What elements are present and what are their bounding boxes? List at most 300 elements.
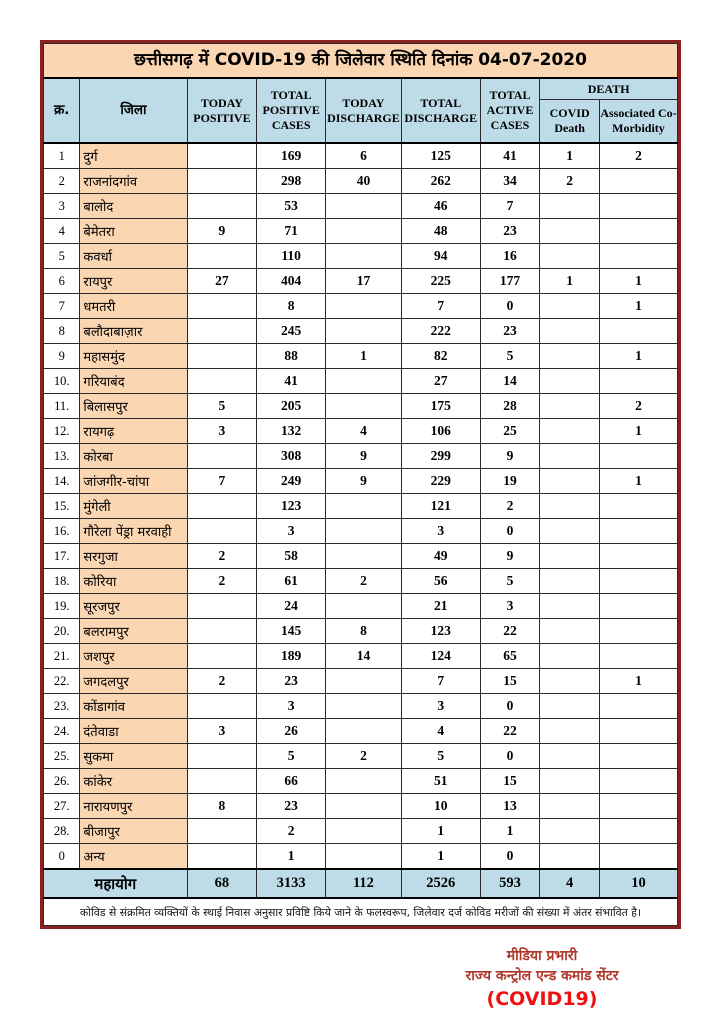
value-cell: 7 — [480, 194, 540, 219]
value-cell — [599, 544, 677, 569]
value-cell — [187, 644, 257, 669]
col-header-today-discharge: TODAY DISCHARGE — [326, 78, 402, 143]
district-cell: धमतरी — [80, 294, 187, 319]
value-cell — [599, 794, 677, 819]
value-cell: 16 — [480, 244, 540, 269]
district-cell: मुंगेली — [80, 494, 187, 519]
serial-cell: 1 — [44, 143, 80, 169]
signature-block — [392, 946, 692, 1011]
value-cell: 5 — [401, 744, 480, 769]
value-cell — [540, 469, 600, 494]
value-cell: 1 — [401, 819, 480, 844]
district-cell: जगदलपुर — [80, 669, 187, 694]
value-cell — [599, 369, 677, 394]
value-cell: 88 — [257, 344, 326, 369]
table-row — [44, 644, 678, 669]
value-cell: 8 — [187, 794, 257, 819]
district-cell: रायगढ़ — [80, 419, 187, 444]
value-cell — [540, 544, 600, 569]
table-row — [44, 719, 678, 744]
table-row — [44, 744, 678, 769]
value-cell: 2 — [599, 394, 677, 419]
value-cell: 3 — [187, 719, 257, 744]
table-row — [44, 294, 678, 319]
value-cell: 298 — [257, 169, 326, 194]
serial-cell: 16. — [44, 519, 80, 544]
serial-cell: 18. — [44, 569, 80, 594]
district-cell: बलौदाबाज़ार — [80, 319, 187, 344]
value-cell: 49 — [401, 544, 480, 569]
value-cell: 9 — [480, 444, 540, 469]
col-header-total-discharge: TOTAL DISCHARGE — [401, 78, 480, 143]
value-cell: 46 — [401, 194, 480, 219]
table-row — [44, 619, 678, 644]
value-cell: 9 — [480, 544, 540, 569]
value-cell: 23 — [257, 669, 326, 694]
value-cell — [599, 194, 677, 219]
value-cell: 2 — [599, 143, 677, 169]
value-cell — [540, 319, 600, 344]
value-cell: 26 — [257, 719, 326, 744]
value-cell: 34 — [480, 169, 540, 194]
value-cell: 23 — [480, 219, 540, 244]
value-cell — [599, 644, 677, 669]
value-cell: 189 — [257, 644, 326, 669]
district-cell: नारायणपुर — [80, 794, 187, 819]
value-cell: 19 — [480, 469, 540, 494]
value-cell: 1 — [599, 419, 677, 444]
table-body — [44, 143, 678, 869]
value-cell: 205 — [257, 394, 326, 419]
value-cell — [326, 394, 402, 419]
value-cell: 7 — [187, 469, 257, 494]
value-cell — [187, 619, 257, 644]
value-cell: 3 — [480, 594, 540, 619]
total-covid-death: 4 — [540, 869, 600, 898]
value-cell: 56 — [401, 569, 480, 594]
value-cell — [540, 569, 600, 594]
district-cell: महासमुंद — [80, 344, 187, 369]
table-row — [44, 319, 678, 344]
footnote-row — [44, 898, 678, 926]
value-cell: 2 — [257, 819, 326, 844]
value-cell: 41 — [257, 369, 326, 394]
value-cell: 145 — [257, 619, 326, 644]
value-cell: 132 — [257, 419, 326, 444]
value-cell: 51 — [401, 769, 480, 794]
value-cell: 1 — [599, 294, 677, 319]
value-cell: 0 — [480, 744, 540, 769]
value-cell — [326, 319, 402, 344]
value-cell — [540, 644, 600, 669]
table-row — [44, 344, 678, 369]
value-cell — [326, 244, 402, 269]
serial-cell: 0 — [44, 844, 80, 870]
value-cell: 0 — [480, 294, 540, 319]
value-cell — [187, 369, 257, 394]
table-row — [44, 569, 678, 594]
table-row — [44, 269, 678, 294]
table-row — [44, 169, 678, 194]
district-cell: बिलासपुर — [80, 394, 187, 419]
value-cell: 21 — [401, 594, 480, 619]
value-cell: 22 — [480, 619, 540, 644]
value-cell — [326, 194, 402, 219]
value-cell — [326, 719, 402, 744]
district-cell: अन्य — [80, 844, 187, 870]
serial-cell: 6 — [44, 269, 80, 294]
value-cell — [540, 744, 600, 769]
value-cell: 2 — [187, 669, 257, 694]
value-cell: 1 — [401, 844, 480, 870]
value-cell: 10 — [401, 794, 480, 819]
signature-line-2: राज्य कन्ट्रोल एन्ड कमांड सेंटर — [465, 968, 619, 985]
serial-cell: 20. — [44, 619, 80, 644]
value-cell: 262 — [401, 169, 480, 194]
value-cell: 3 — [401, 694, 480, 719]
value-cell: 41 — [480, 143, 540, 169]
value-cell: 1 — [599, 344, 677, 369]
value-cell — [187, 294, 257, 319]
total-today-positive: 68 — [187, 869, 257, 898]
value-cell: 25 — [480, 419, 540, 444]
district-cell: बेमेतरा — [80, 219, 187, 244]
value-cell — [540, 344, 600, 369]
value-cell — [326, 544, 402, 569]
value-cell: 13 — [480, 794, 540, 819]
value-cell: 82 — [401, 344, 480, 369]
serial-cell: 13. — [44, 444, 80, 469]
value-cell — [540, 244, 600, 269]
district-cell: बीजापुर — [80, 819, 187, 844]
value-cell — [599, 494, 677, 519]
value-cell: 1 — [599, 269, 677, 294]
value-cell — [326, 794, 402, 819]
total-co-morbidity: 10 — [599, 869, 677, 898]
col-header-covid-death: COVID Death — [540, 100, 600, 144]
value-cell: 245 — [257, 319, 326, 344]
district-cell: जांजगीर-चांपा — [80, 469, 187, 494]
col-header-co-morbidity: Associated Co-Morbidity — [599, 100, 677, 144]
value-cell: 6 — [326, 143, 402, 169]
value-cell: 2 — [187, 544, 257, 569]
value-cell: 1 — [540, 269, 600, 294]
value-cell: 9 — [326, 444, 402, 469]
value-cell: 106 — [401, 419, 480, 444]
value-cell — [540, 819, 600, 844]
value-cell: 3 — [257, 519, 326, 544]
value-cell: 66 — [257, 769, 326, 794]
value-cell — [599, 444, 677, 469]
district-cell: सुकमा — [80, 744, 187, 769]
value-cell: 175 — [401, 394, 480, 419]
district-cell: बलरामपुर — [80, 619, 187, 644]
table-row — [44, 769, 678, 794]
value-cell: 404 — [257, 269, 326, 294]
table-row — [44, 444, 678, 469]
value-cell — [540, 419, 600, 444]
value-cell — [599, 219, 677, 244]
value-cell — [187, 519, 257, 544]
value-cell — [187, 694, 257, 719]
value-cell: 5 — [257, 744, 326, 769]
value-cell — [326, 494, 402, 519]
serial-cell: 4 — [44, 219, 80, 244]
value-cell — [540, 844, 600, 870]
value-cell: 308 — [257, 444, 326, 469]
value-cell: 1 — [257, 844, 326, 870]
value-cell — [187, 769, 257, 794]
table-row — [44, 394, 678, 419]
value-cell: 9 — [326, 469, 402, 494]
value-cell: 1 — [326, 344, 402, 369]
value-cell: 15 — [480, 769, 540, 794]
total-active-cases: 593 — [480, 869, 540, 898]
value-cell — [599, 769, 677, 794]
value-cell — [599, 619, 677, 644]
value-cell — [187, 819, 257, 844]
serial-cell: 26. — [44, 769, 80, 794]
value-cell — [599, 694, 677, 719]
value-cell: 40 — [326, 169, 402, 194]
table-row — [44, 194, 678, 219]
value-cell: 2 — [540, 169, 600, 194]
value-cell — [187, 594, 257, 619]
total-row — [44, 869, 678, 898]
table-row — [44, 844, 678, 870]
serial-cell: 14. — [44, 469, 80, 494]
value-cell: 28 — [480, 394, 540, 419]
value-cell: 169 — [257, 143, 326, 169]
value-cell — [599, 719, 677, 744]
serial-cell: 10. — [44, 369, 80, 394]
table-row — [44, 794, 678, 819]
table-row — [44, 219, 678, 244]
value-cell — [326, 669, 402, 694]
value-cell — [540, 619, 600, 644]
table-row — [44, 544, 678, 569]
district-cell: कोरिया — [80, 569, 187, 594]
col-header-total-active: TOTAL ACTIVE CASES — [480, 78, 540, 143]
value-cell: 1 — [480, 819, 540, 844]
district-cell: राजनांदगांव — [80, 169, 187, 194]
value-cell: 299 — [401, 444, 480, 469]
value-cell: 2 — [326, 569, 402, 594]
value-cell: 3 — [257, 694, 326, 719]
serial-cell: 27. — [44, 794, 80, 819]
value-cell — [599, 169, 677, 194]
value-cell — [540, 194, 600, 219]
value-cell: 17 — [326, 269, 402, 294]
value-cell: 124 — [401, 644, 480, 669]
table-row — [44, 519, 678, 544]
value-cell: 71 — [257, 219, 326, 244]
col-header-total-positive: TOTAL POSITIVE CASES — [257, 78, 326, 143]
value-cell: 8 — [326, 619, 402, 644]
value-cell: 0 — [480, 844, 540, 870]
covid-status-table — [40, 40, 681, 929]
table-title: छत्तीसगढ़ में COVID-19 की जिलेवार स्थिति दिनांक 04-07-2020 — [44, 44, 678, 79]
col-header-serial: क्र. — [44, 78, 80, 143]
serial-cell: 19. — [44, 594, 80, 619]
table-row — [44, 594, 678, 619]
total-positive-cases: 3133 — [257, 869, 326, 898]
value-cell — [540, 719, 600, 744]
value-cell: 14 — [480, 369, 540, 394]
value-cell — [599, 594, 677, 619]
district-cell: कोरबा — [80, 444, 187, 469]
value-cell — [187, 444, 257, 469]
value-cell: 3 — [401, 519, 480, 544]
table-row — [44, 694, 678, 719]
value-cell — [187, 169, 257, 194]
value-cell — [540, 669, 600, 694]
value-cell: 123 — [401, 619, 480, 644]
value-cell: 5 — [187, 394, 257, 419]
serial-cell: 17. — [44, 544, 80, 569]
district-cell: दंतेवाडा — [80, 719, 187, 744]
value-cell: 7 — [401, 669, 480, 694]
value-cell: 22 — [480, 719, 540, 744]
district-cell: बालोद — [80, 194, 187, 219]
value-cell — [187, 319, 257, 344]
value-cell — [187, 194, 257, 219]
total-label: महायोग — [44, 869, 188, 898]
serial-cell: 9 — [44, 344, 80, 369]
table-row — [44, 419, 678, 444]
value-cell — [599, 244, 677, 269]
value-cell: 249 — [257, 469, 326, 494]
district-cell: दुर्ग — [80, 143, 187, 169]
value-cell: 229 — [401, 469, 480, 494]
table-row — [44, 143, 678, 169]
value-cell: 27 — [187, 269, 257, 294]
value-cell — [540, 394, 600, 419]
table-row — [44, 494, 678, 519]
value-cell: 15 — [480, 669, 540, 694]
value-cell — [540, 769, 600, 794]
serial-cell: 15. — [44, 494, 80, 519]
value-cell: 0 — [480, 694, 540, 719]
value-cell: 1 — [599, 469, 677, 494]
serial-cell: 12. — [44, 419, 80, 444]
value-cell: 121 — [401, 494, 480, 519]
serial-cell: 28. — [44, 819, 80, 844]
value-cell: 23 — [257, 794, 326, 819]
serial-cell: 5 — [44, 244, 80, 269]
value-cell — [326, 844, 402, 870]
district-cell: रायपुर — [80, 269, 187, 294]
value-cell: 3 — [187, 419, 257, 444]
total-discharge: 2526 — [401, 869, 480, 898]
value-cell: 9 — [187, 219, 257, 244]
serial-cell: 22. — [44, 669, 80, 694]
col-header-death: DEATH — [540, 78, 678, 100]
signature-line-1: मीडिया प्रभारी — [506, 948, 578, 964]
value-cell — [599, 819, 677, 844]
value-cell: 53 — [257, 194, 326, 219]
value-cell — [540, 694, 600, 719]
value-cell — [599, 519, 677, 544]
value-cell — [540, 369, 600, 394]
table-row — [44, 244, 678, 269]
value-cell: 1 — [540, 143, 600, 169]
value-cell — [187, 494, 257, 519]
table-row — [44, 369, 678, 394]
value-cell: 24 — [257, 594, 326, 619]
district-cell: गौरेला पेंड्रा मरवाही — [80, 519, 187, 544]
value-cell: 123 — [257, 494, 326, 519]
value-cell: 48 — [401, 219, 480, 244]
serial-cell: 23. — [44, 694, 80, 719]
district-cell: गरियाबंद — [80, 369, 187, 394]
district-table — [43, 43, 678, 926]
value-cell — [326, 769, 402, 794]
value-cell — [540, 219, 600, 244]
district-cell: कांकेर — [80, 769, 187, 794]
value-cell: 5 — [480, 569, 540, 594]
value-cell — [326, 519, 402, 544]
value-cell — [326, 219, 402, 244]
serial-cell: 21. — [44, 644, 80, 669]
value-cell: 23 — [480, 319, 540, 344]
value-cell: 4 — [401, 719, 480, 744]
value-cell: 2 — [187, 569, 257, 594]
value-cell: 2 — [326, 744, 402, 769]
col-header-today-positive: TODAY POSITIVE — [187, 78, 257, 143]
value-cell — [326, 369, 402, 394]
value-cell: 5 — [480, 344, 540, 369]
col-header-district: जिला — [80, 78, 187, 143]
value-cell: 1 — [599, 669, 677, 694]
serial-cell: 2 — [44, 169, 80, 194]
value-cell — [187, 143, 257, 169]
value-cell: 58 — [257, 544, 326, 569]
value-cell — [599, 744, 677, 769]
value-cell: 61 — [257, 569, 326, 594]
value-cell — [326, 594, 402, 619]
total-today-discharge: 112 — [326, 869, 402, 898]
value-cell — [187, 244, 257, 269]
value-cell: 14 — [326, 644, 402, 669]
value-cell: 225 — [401, 269, 480, 294]
district-cell: कवर्धा — [80, 244, 187, 269]
value-cell — [540, 794, 600, 819]
value-cell: 0 — [480, 519, 540, 544]
serial-cell: 3 — [44, 194, 80, 219]
value-cell: 7 — [401, 294, 480, 319]
value-cell: 2 — [480, 494, 540, 519]
district-cell: कोंडागांव — [80, 694, 187, 719]
value-cell — [187, 344, 257, 369]
table-row — [44, 669, 678, 694]
value-cell: 110 — [257, 244, 326, 269]
value-cell: 94 — [401, 244, 480, 269]
table-row — [44, 819, 678, 844]
value-cell: 8 — [257, 294, 326, 319]
serial-cell: 24. — [44, 719, 80, 744]
district-cell: जशपुर — [80, 644, 187, 669]
value-cell — [540, 594, 600, 619]
value-cell — [326, 819, 402, 844]
serial-cell: 25. — [44, 744, 80, 769]
value-cell — [326, 694, 402, 719]
value-cell: 125 — [401, 143, 480, 169]
value-cell: 222 — [401, 319, 480, 344]
signature-line-3: (COVID19) — [486, 987, 598, 1010]
serial-cell: 7 — [44, 294, 80, 319]
value-cell: 65 — [480, 644, 540, 669]
